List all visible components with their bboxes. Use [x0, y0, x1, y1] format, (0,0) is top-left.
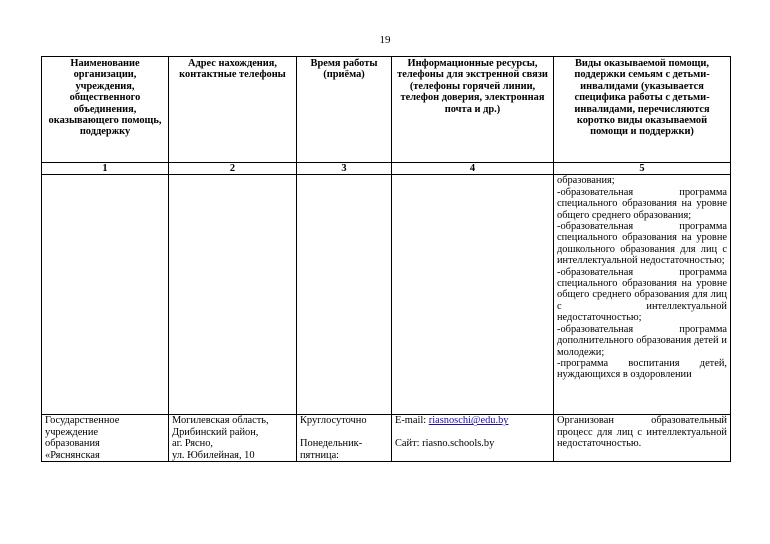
header-working-hours: Время работы (приёма): [297, 57, 392, 163]
org-name-line: «Ряснянская: [45, 449, 100, 461]
help-organizations-table: [41, 56, 731, 462]
organization-help: [554, 415, 731, 462]
address-line: Дрибинский район,: [172, 426, 259, 438]
org-name-line: учреждение: [45, 426, 99, 438]
header-help-types: Виды оказываемой помощи, поддержки семьям с детьми-инвалидами (указывается специфика работы с детьми-инвалидами, перечисляются коротко виды оказываемой помощи и поддержки): [554, 57, 731, 163]
email-label: E-mail:: [395, 415, 429, 427]
continued-row: [42, 175, 731, 415]
hours-line: Понедельник-: [300, 438, 363, 450]
site-line: Сайт: riasno.schools.by: [395, 438, 495, 450]
header-organization: Наименование организации, учреждения, общественного объединения, оказывающего помощь, поддержку: [42, 57, 169, 163]
address-line: ул. Юбилейная, 10: [172, 449, 255, 461]
hours-spacer: [300, 427, 388, 438]
help-list-item: образования;: [557, 175, 615, 187]
column-number-row: [42, 163, 731, 175]
org-name-line: образования: [45, 438, 100, 450]
column-number: 3: [297, 163, 392, 175]
hours-line: пятница:: [300, 449, 340, 461]
empty-cell: [297, 175, 392, 415]
column-number: 2: [169, 163, 297, 175]
empty-cell: [392, 175, 554, 415]
hours-line: Круглосуточно: [300, 415, 367, 427]
organization-hours: [297, 415, 392, 462]
org-name-line: Государственное: [45, 415, 120, 427]
email-link[interactable]: riasnoschi@edu.by: [428, 415, 509, 427]
help-text: Организован образовательный процесс для лиц с интеллектуальной недостаточностью.: [557, 415, 727, 450]
help-list-item: -образовательная программа специального образования на уровне общего среднего образования для лиц с интеллектуальной недостаточностью;: [557, 266, 727, 324]
column-number: 1: [42, 163, 169, 175]
contacts-spacer: [395, 427, 550, 438]
empty-cell: [42, 175, 169, 415]
header-info-resources: Информационные ресурсы, телефоны для экстренной связи (телефоны горячей линии, телефон доверия, электронная почта и др.): [392, 57, 554, 163]
organization-row: [42, 415, 731, 462]
column-number: 5: [554, 163, 731, 175]
continued-help-list: [554, 175, 731, 415]
column-number: 4: [392, 163, 554, 175]
organization-contacts: [392, 415, 554, 462]
organization-name: [42, 415, 169, 462]
table-header-row: [42, 57, 731, 163]
address-line: Могилевская область,: [172, 415, 269, 427]
address-line: аг. Рясно,: [172, 438, 214, 450]
header-address: Адрес нахождения, контактные телефоны: [169, 57, 297, 163]
help-list-item: -образовательная программа дополнительного образования детей и молодежи;: [557, 323, 727, 358]
organization-address: [169, 415, 297, 462]
help-list-item: -образовательная программа специального образования на уровне общего среднего образования;: [557, 186, 727, 221]
empty-cell: [169, 175, 297, 415]
page-number: 19: [379, 34, 391, 46]
help-list-item: -образовательная программа специального образования на уровне дошкольного образования для лиц с интеллектуальной недостаточностью;: [557, 221, 727, 267]
email-line: [395, 415, 550, 426]
help-list-item: -программа воспитания детей, нуждающихся в оздоровлении: [557, 357, 727, 381]
